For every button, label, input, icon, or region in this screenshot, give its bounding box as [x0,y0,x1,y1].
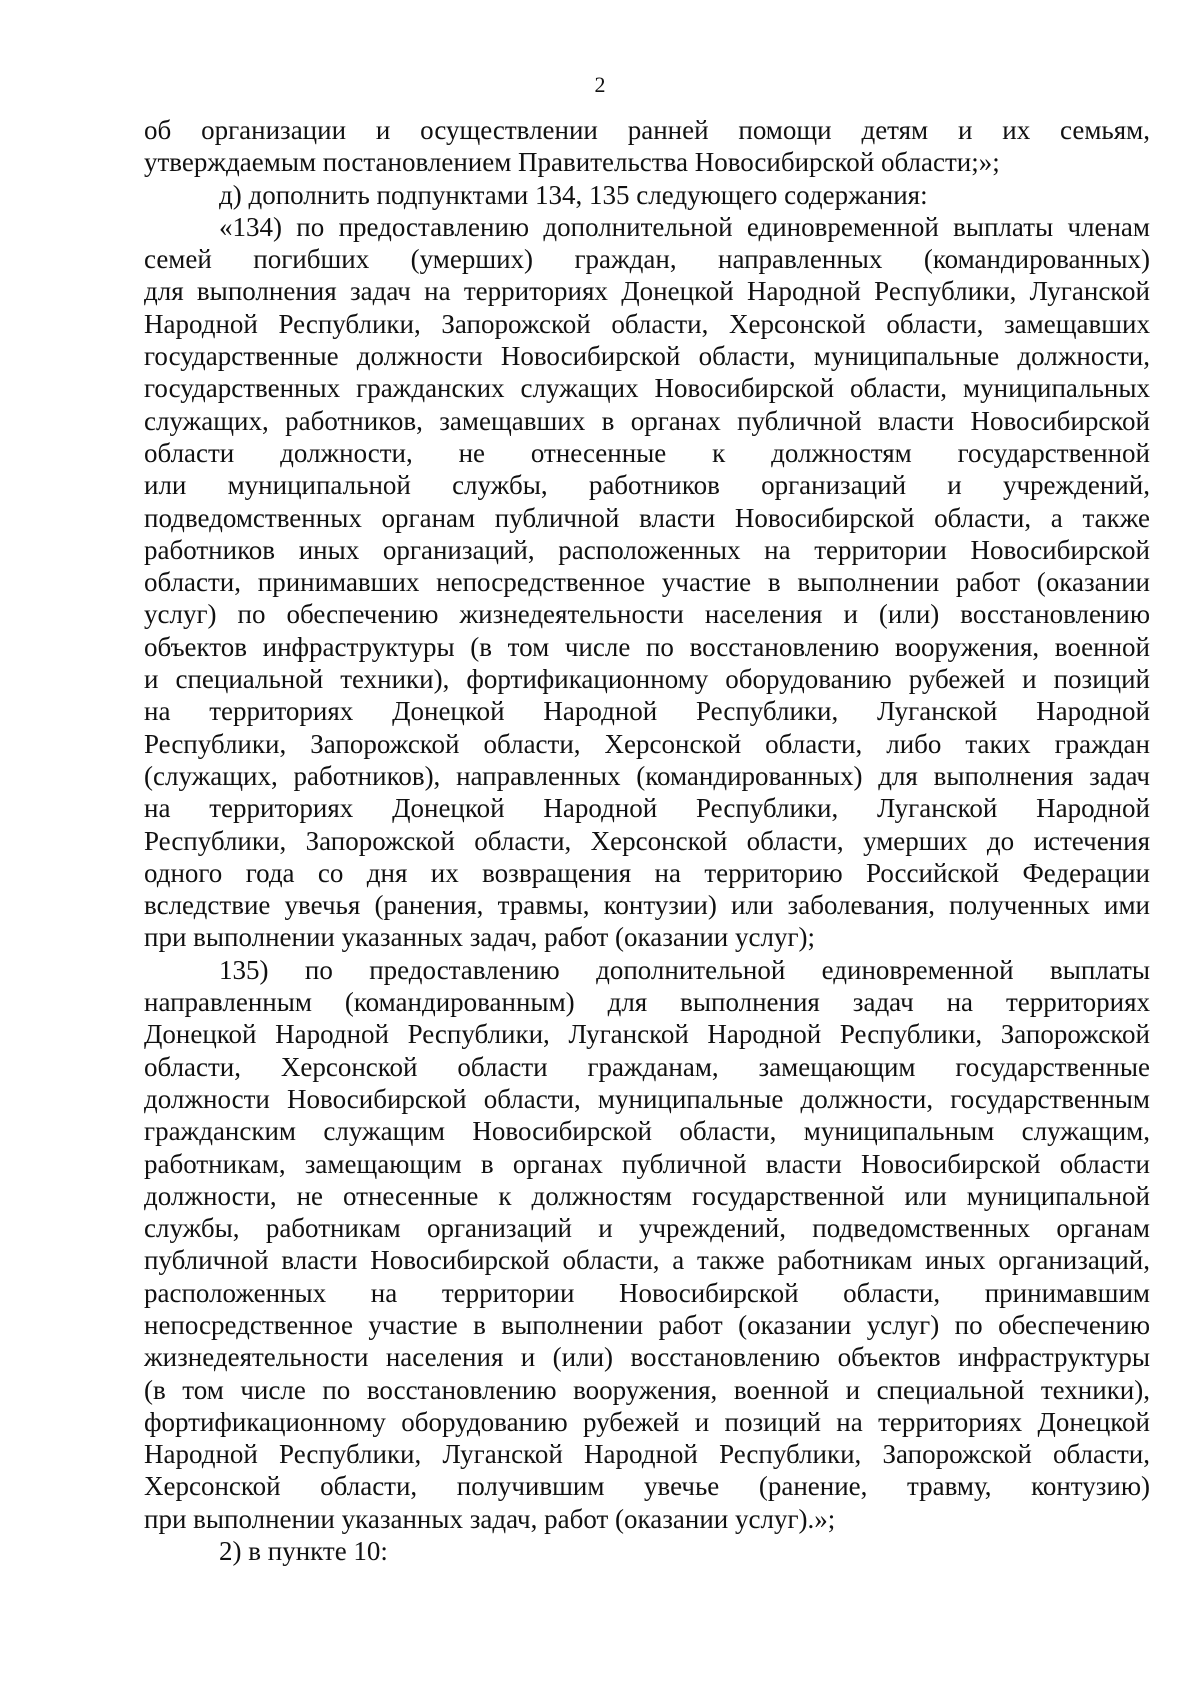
text-line: Народной Республики, Луганской Народной Республики, Запорожской области, [144,1439,1150,1470]
text-line: Донецкой Народной Республики, Луганской Народной Республики, Запорожской [144,1019,1150,1050]
text-line: государственные должности Новосибирской области, муниципальные должности, [144,341,1150,372]
text-line: должности, не отнесенные к должностям государственной или муниципальной [144,1180,1150,1211]
text-line: одного года со дня их возвращения на территорию Российской Федерации [144,857,1150,888]
text-line: для выполнения задач на территориях Донецкой Народной Республики, Луганской [144,276,1150,307]
text-line: жизнедеятельности населения и (или) восстановлению объектов инфраструктуры [144,1342,1150,1373]
text-line: при выполнении указанных задач, работ (оказании услуг); [144,922,816,953]
text-line: службы, работникам организаций и учреждений, подведомственных органам [144,1213,1150,1244]
text-line: работникам, замещающим в органах публичной власти Новосибирской области [144,1148,1150,1179]
text-line: гражданским служащим Новосибирской области, муниципальным служащим, [144,1116,1150,1147]
text-line: и специальной техники), фортификационному оборудованию рубежей и позиций [144,664,1150,695]
text-line: публичной власти Новосибирской области, а также работникам иных организаций, [144,1245,1150,1276]
text-line: вследствие увечья (ранения, травмы, контузии) или заболевания, полученных ими [144,890,1150,921]
text-line: семей погибших (умерших) граждан, направленных (командированных) [144,244,1150,275]
text-line: направленным (командированным) для выполнения задач на территориях [144,987,1150,1018]
text-line: непосредственное участие в выполнении работ (оказании услуг) по обеспечению [144,1309,1150,1340]
text-line: объектов инфраструктуры (в том числе по восстановлению вооружения, военной [144,631,1150,662]
text-line: Народной Республики, Запорожской области, Херсонской области, замещавших [144,308,1150,339]
text-line: услуг) по обеспечению жизнедеятельности населения и (или) восстановлению [144,599,1150,630]
text-line: Республики, Запорожской области, Херсонской области, умерших до истечения [144,825,1150,856]
text-line: работников иных организаций, расположенных на территории Новосибирской [144,534,1150,565]
text-line: 2) в пункте 10: [219,1536,388,1567]
page-number: 2 [594,72,606,97]
text-line: на территориях Донецкой Народной Республики, Луганской Народной [144,793,1150,824]
text-line: служащих, работников, замещавших в органах публичной власти Новосибирской [144,405,1150,436]
text-line: Херсонской области, получившим увечье (ранение, травму, контузию) [144,1471,1150,1502]
text-line: «134) по предоставлению дополнительной единовременной выплаты членам [219,211,1150,242]
text-line: при выполнении указанных задач, работ (оказании услуг).»; [144,1503,836,1534]
text-line: области, принимавших непосредственное участие в выполнении работ (оказании [144,567,1150,598]
text-line: фортификационному оборудованию рубежей и позиций на территориях Донецкой [144,1406,1150,1437]
text-line: расположенных на территории Новосибирской области, принимавшим [144,1277,1150,1308]
text-line: области, Херсонской области гражданам, замещающим государственные [144,1051,1150,1082]
text-line: государственных гражданских служащих Новосибирской области, муниципальных [144,373,1150,404]
text-line: подведомственных органам публичной власти Новосибирской области, а также [144,502,1150,533]
text-line: области должности, не отнесенные к должностям государственной [144,437,1150,468]
text-line: утверждаемым постановлением Правительства Новосибирской области;»; [144,147,1000,178]
text-line: должности Новосибирской области, муниципальные должности, государственным [144,1083,1150,1114]
text-line: 135) по предоставлению дополнительной единовременной выплаты [219,954,1150,985]
text-line: Республики, Запорожской области, Херсонской области, либо таких граждан [144,728,1150,759]
text-line: на территориях Донецкой Народной Республики, Луганской Народной [144,696,1150,727]
text-line: об организации и осуществлении ранней помощи детям и их семьям, [144,115,1150,145]
text-line: (в том числе по восстановлению вооружения, военной и специальной техники), [144,1374,1150,1405]
text-line: д) дополнить подпунктами 134, 135 следующего содержания: [219,179,928,210]
text-line: (служащих, работников), направленных (командированных) для выполнения задач [144,760,1150,791]
document-body [144,114,1150,1567]
text-line: или муниципальной службы, работников организаций и учреждений, [144,470,1150,501]
